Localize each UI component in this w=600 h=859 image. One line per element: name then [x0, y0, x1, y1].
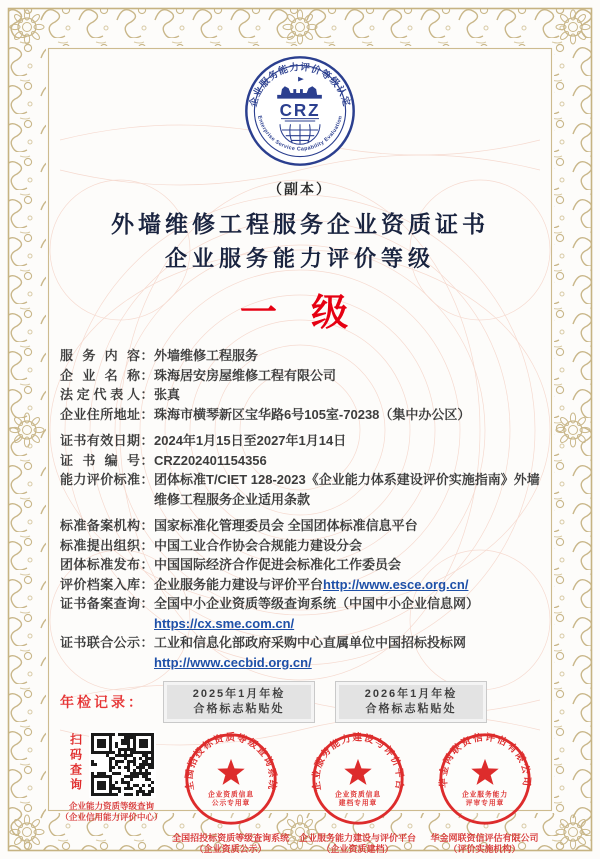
field-certificate-query-link-line [60, 614, 540, 634]
field-label: 评价档案入库 [60, 576, 140, 592]
svg-text:评审专用章: 评审专用章 [465, 799, 504, 807]
emblem-code: CRZ [279, 100, 321, 120]
field-value: 2024年1月15日至2027年1月14日 [154, 433, 347, 448]
field-standard-proposer: 标准提出组织 ： 中国工业合作协会合规能力建设分会 [60, 536, 540, 556]
field-certificate-query: 证书备案查询 ： 全国中小企业资质等级查询系统（中国中小企业信息网） [60, 594, 540, 614]
field-label: 能力评价标准 [60, 472, 140, 487]
certificate-subtitle: 企业服务能力评价等级 [164, 246, 435, 271]
field-valid-date: 证书有效日期 ： 2024年1月15日至2027年1月14日 [60, 431, 540, 451]
field-value: 企业服务能力建设与评价平台http://www.esce.org.cn/ [154, 576, 469, 592]
qr-side-label: 扫码查询 [68, 732, 83, 793]
field-label: 标准备案机构 [60, 518, 140, 533]
field-label: 证书编号 [60, 452, 140, 468]
esce-link[interactable]: http://www.esce.org.cn/ [323, 576, 469, 592]
crz-emblem-wrap [52, 54, 548, 173]
inspection-box-2025: 2025年1月年检 合格标志粘贴处 [163, 681, 315, 723]
seal-block-query-system [167, 731, 294, 856]
field-evaluation-standard: 能力评价标准 ： 团体标准T/CIET 128-2023《企业能力体系建设评价实施指南》外墙维修工程服务企业适用条款 [60, 470, 540, 509]
sme-link[interactable]: https://cx.sme.com.cn/ [154, 615, 295, 631]
red-seal-icon [310, 731, 406, 827]
qr-code-icon [89, 731, 156, 798]
grade-level: 一 级 [239, 292, 361, 333]
seal-block-evaluation-platform [294, 731, 421, 856]
field-value: 珠海市横琴新区宝华路6号105室-70238（集中办公区） [154, 406, 471, 422]
svg-text:企业资质信息: 企业资质信息 [207, 790, 254, 798]
field-label: 法定代表人 [60, 387, 140, 402]
field-standard-publisher: 团体标准发布 ： 中国国际经济合作促进会标准化工作委员会 [60, 555, 540, 575]
emblem-arc-top: 企业服务能力评价等级认定 [247, 61, 353, 109]
field-value: CRZ202401154356 [154, 452, 267, 468]
field-label: 企业名称 [60, 367, 140, 383]
qr-block [56, 731, 167, 856]
field-value: 张真 [154, 387, 181, 402]
field-standard-filing-agency: 标准备案机构 ： 国家标准化管理委员会 全国团体标准信息平台 [60, 516, 540, 536]
field-certificate-number: 证书编号 ： CRZ202401154356 [60, 451, 540, 471]
emblem-arc-bottom: Enterprise Service Capability Evaluation [256, 115, 344, 153]
svg-text:企业服务能力: 企业服务能力 [461, 790, 508, 798]
seal-caption: 企业服务能力建设与评价平台 （企业资质建档） [299, 832, 417, 855]
field-list [52, 346, 548, 672]
svg-text:企业服务能力建设与评价平台: 企业服务能力建设与评价平台 [310, 732, 405, 792]
annual-inspection-section [52, 681, 548, 723]
field-joint-publicity: 证书联合公示 ： 工业和信息化部政府采购中心直属单位中国招标投标网 [60, 633, 540, 653]
field-service-content: 服务内容 ： 外墙维修工程服务 [60, 346, 540, 366]
seal-caption: 华金网联资信评估有限公司 （评价实施机构） [430, 832, 539, 855]
annual-inspection-label: 年检记录： [60, 693, 145, 710]
svg-text:企业资质信息: 企业资质信息 [334, 790, 381, 798]
field-joint-publicity-link-line [60, 653, 540, 673]
field-company-name: 企业名称 ： 珠海居安房屋维修工程有限公司 [60, 366, 540, 386]
field-label: 团体标准发布 [60, 557, 140, 572]
field-label: 标准提出组织 [60, 537, 140, 553]
field-label: 证书备案查询 [60, 596, 140, 611]
svg-text:全国招投标资质等级查询系统: 全国招投标资质等级查询系统 [183, 732, 278, 792]
field-value: 国家标准化管理委员会 全国团体标准信息平台 [154, 518, 418, 533]
field-archive-platform: 评价档案入库 ： 企业服务能力建设与评价平台http://www.esce.org.cn/ [60, 575, 540, 595]
field-label: 企业住所地址 [60, 406, 140, 422]
crz-emblem-icon [243, 54, 357, 168]
field-value: 中国国际经济合作促进会标准化工作委员会 [154, 557, 402, 572]
field-company-address: 企业住所地址 ： 珠海市横琴新区宝华路6号105室-70238（集中办公区） [60, 405, 540, 425]
field-value: 全国中小企业资质等级查询系统（中国中小企业信息网） [154, 596, 480, 611]
cecbid-link[interactable]: http://www.cecbid.org.cn/ [154, 654, 312, 670]
certificate-content [52, 52, 548, 855]
copy-label: （副本） [268, 181, 332, 197]
svg-text:建档专用章: 建档专用章 [338, 799, 377, 807]
field-value: 团体标准T/CIET 128-2023《企业能力体系建设评价实施指南》外墙维修工程服务企业适用条款 [154, 472, 540, 507]
field-label: 证书联合公示 [60, 635, 140, 650]
footer-row [52, 731, 548, 856]
qr-caption: 企业能力资质等级查询 （企业信用能力评价中心） [60, 800, 163, 823]
field-value: 珠海居安房屋维修工程有限公司 [154, 367, 337, 383]
field-label: 服务内容 [60, 348, 140, 363]
field-value: 中国工业合作协会合规能力建设分会 [154, 537, 363, 553]
svg-text:公示专用章: 公示专用章 [211, 799, 250, 807]
seal-caption: 全国招投标资质等级查询系统 （企业资质公示） [172, 832, 290, 855]
inspection-box-2026: 2026年1月年检 合格标志粘贴处 [335, 681, 487, 723]
certificate-title: 外墙维修工程服务企业资质证书 [111, 211, 489, 237]
field-value: 外墙维修工程服务 [154, 348, 259, 363]
field-legal-representative: 法定代表人 ： 张真 [60, 385, 540, 405]
field-value: 工业和信息化部政府采购中心直属单位中国招标投标网 [154, 635, 467, 650]
field-label: 证书有效日期 [60, 433, 140, 448]
svg-text:华金网联资信评估有限公司: 华金网联资信评估有限公司 [437, 731, 532, 789]
seal-block-assessment-company [421, 731, 548, 856]
red-seal-icon [183, 731, 279, 827]
red-seal-icon [437, 731, 533, 827]
